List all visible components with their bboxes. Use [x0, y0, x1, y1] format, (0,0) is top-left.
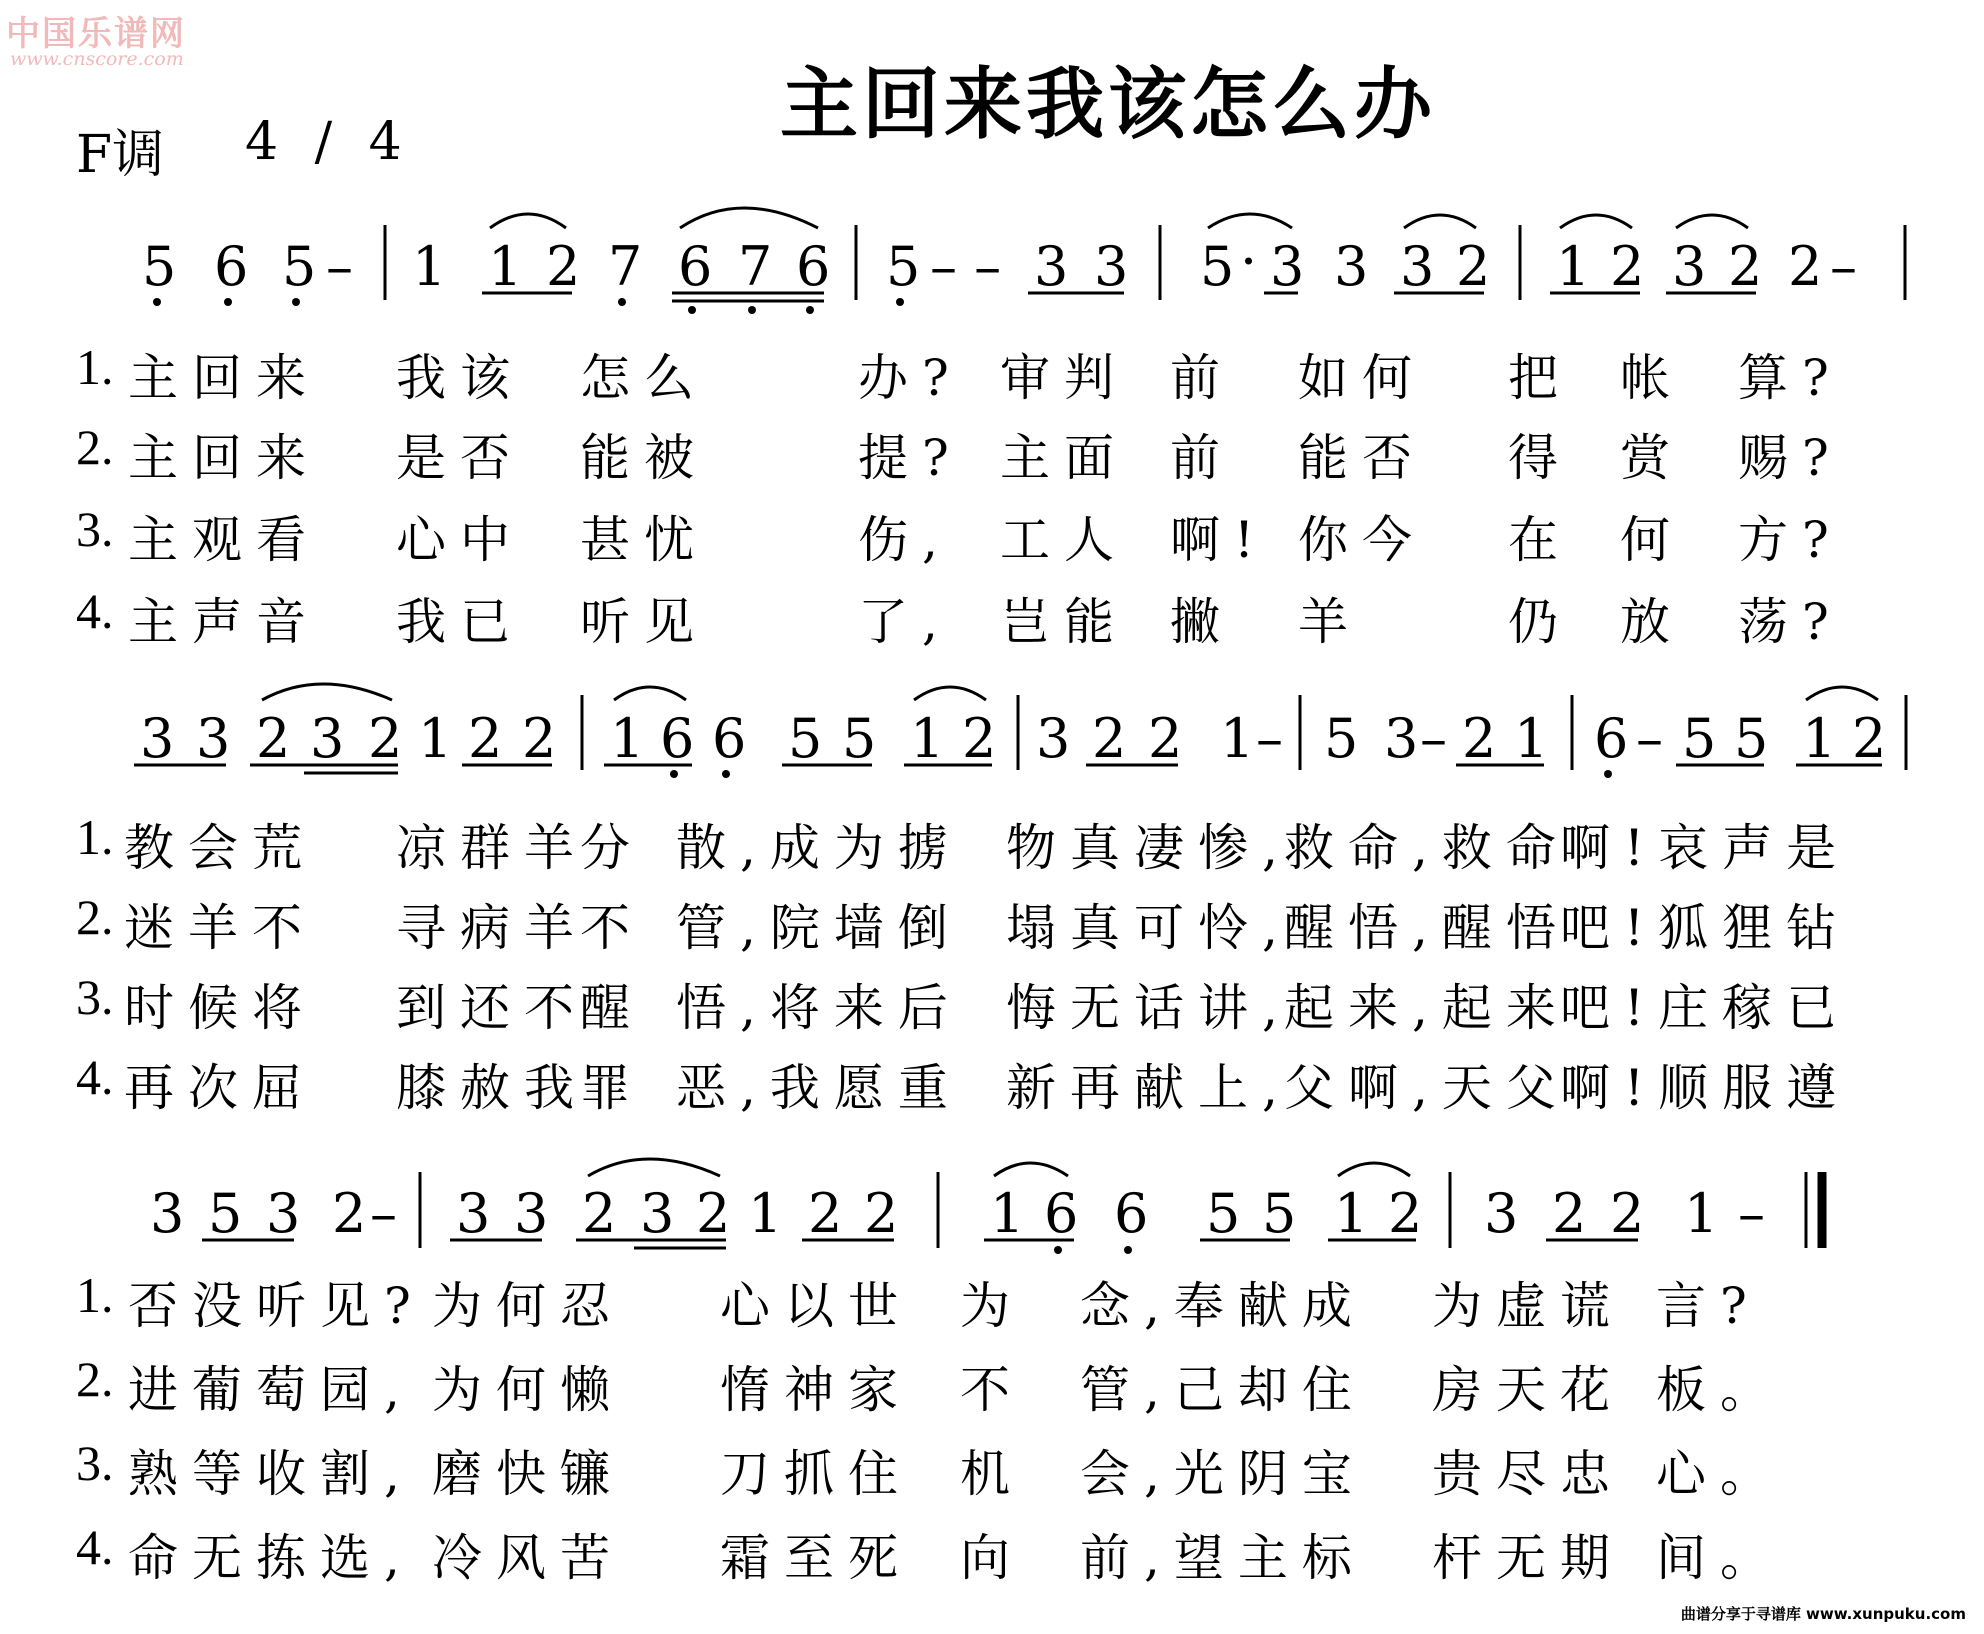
lyric-line-system1-verse2: [0, 418, 1984, 487]
svg-text:–: –: [1256, 707, 1283, 770]
verse-number: 4.: [76, 583, 114, 639]
svg-text:1: 1: [990, 1182, 1025, 1245]
verse-number: 2.: [76, 419, 114, 475]
lyric-segment: 吧!狐狸钻: [1560, 899, 1851, 957]
svg-text:2: 2: [696, 1182, 731, 1245]
lyric-segment: 会,光阴宝: [1080, 1445, 1366, 1503]
lyric-segment: 寻病羊: [396, 899, 588, 957]
lyric-segment: 念,奉献成: [1080, 1277, 1366, 1335]
lyric-segment: 赐?: [1738, 429, 1843, 487]
lyric-segment: 主回来: [128, 349, 320, 407]
svg-text:3: 3: [1672, 235, 1707, 298]
lyric-segment: 房天花: [1432, 1361, 1624, 1419]
lyric-segment: 我已: [396, 593, 524, 651]
lyric-segment: 物真凄惨,: [1006, 819, 1292, 877]
lyric-line-system1-verse4: [0, 582, 1984, 651]
lyric-segment: 到还不: [396, 979, 588, 1037]
lyric-segment: 吧!庄稼已: [1560, 979, 1851, 1037]
lyric-segment: 醒悟,醒悟: [1284, 899, 1570, 957]
lyric-segment: 前: [1170, 349, 1234, 407]
lyric-line-system2-verse4: [0, 1048, 1984, 1117]
verse-number: 1.: [76, 1267, 114, 1323]
svg-text:5: 5: [1206, 1182, 1241, 1245]
lyric-segment: 撇: [1170, 593, 1234, 651]
lyric-segment: 前: [1170, 429, 1234, 487]
lyric-segment: 膝赦我: [396, 1059, 588, 1117]
lyric-segment: 在: [1508, 511, 1572, 569]
lyric-segment: 迷羊不: [124, 899, 316, 957]
verse-number: 3.: [76, 501, 114, 557]
lyric-segment: 起来,起来: [1284, 979, 1570, 1037]
svg-text:6: 6: [1594, 707, 1629, 770]
lyric-segment: 惰神家: [720, 1361, 912, 1419]
lyric-line-system1-verse3: [0, 500, 1984, 569]
lyric-segment: 悔无话讲,: [1006, 979, 1292, 1037]
svg-text:1: 1: [412, 235, 447, 298]
svg-text:6: 6: [712, 707, 747, 770]
lyric-segment: 主回来: [128, 429, 320, 487]
lyric-segment: 进葡萄园,: [128, 1361, 414, 1419]
svg-text:2: 2: [1148, 707, 1183, 770]
svg-text:2: 2: [1388, 1182, 1423, 1245]
svg-text:1: 1: [1334, 1182, 1369, 1245]
lyric-segment: 伤,: [858, 511, 952, 569]
svg-text:1: 1: [1556, 235, 1591, 298]
svg-text:5: 5: [1200, 235, 1235, 298]
lyric-segment: 救命,救命: [1284, 819, 1570, 877]
svg-text:1: 1: [1220, 707, 1255, 770]
svg-text:–: –: [326, 235, 353, 298]
lyric-segment: 把: [1508, 349, 1572, 407]
lyric-line-system3-verse2: [0, 1350, 1984, 1419]
lyric-segment: 我该: [396, 349, 524, 407]
verse-number: 4.: [76, 1049, 114, 1105]
verse-number: 3.: [76, 969, 114, 1025]
svg-text:2: 2: [1728, 235, 1763, 298]
lyric-segment: 赏: [1620, 429, 1684, 487]
svg-text:2: 2: [256, 707, 291, 770]
lyric-segment: 工人: [1000, 511, 1128, 569]
svg-text:3: 3: [456, 1182, 491, 1245]
verse-number: 3.: [76, 1435, 114, 1491]
lyric-segment: 磨快镰: [432, 1445, 624, 1503]
lyric-segment: 审判: [1000, 349, 1128, 407]
svg-text:2: 2: [1610, 1182, 1645, 1245]
lyric-segment: 冷风苦: [432, 1529, 624, 1587]
svg-text:3: 3: [150, 1182, 185, 1245]
svg-text:6: 6: [660, 707, 695, 770]
svg-text:6: 6: [796, 235, 831, 298]
svg-text:2: 2: [522, 707, 557, 770]
verse-number: 2.: [76, 889, 114, 945]
svg-text:1: 1: [1684, 1182, 1719, 1245]
lyric-segment: 你今: [1298, 511, 1426, 569]
lyric-segment: 了,: [858, 593, 952, 651]
svg-text:3: 3: [196, 707, 231, 770]
lyric-segment: 命无拣选,: [128, 1529, 414, 1587]
svg-text:– –: – –: [930, 235, 1002, 298]
lyric-segment: 帐: [1620, 349, 1684, 407]
lyric-segment: 啊!: [1170, 511, 1269, 569]
svg-text:2: 2: [1462, 707, 1497, 770]
svg-text:2: 2: [582, 1182, 617, 1245]
svg-text:5: 5: [1262, 1182, 1297, 1245]
lyric-segment: 仍: [1508, 593, 1572, 651]
lyric-segment: 否没听见?: [128, 1277, 425, 1335]
svg-text:5: 5: [282, 235, 317, 298]
svg-text:5: 5: [886, 235, 921, 298]
lyric-segment: 管,院墙倒: [676, 899, 962, 957]
svg-text:1: 1: [748, 1182, 783, 1245]
svg-text:1: 1: [418, 707, 453, 770]
svg-text:3: 3: [140, 707, 175, 770]
svg-text:3: 3: [514, 1182, 549, 1245]
svg-text:2: 2: [864, 1182, 899, 1245]
watermark-site-name: 中国乐谱网: [6, 14, 186, 54]
svg-text:3: 3: [1400, 235, 1435, 298]
lyric-segment: 为: [960, 1277, 1024, 1335]
svg-text:5: 5: [1734, 707, 1769, 770]
lyric-segment: 机: [960, 1445, 1024, 1503]
svg-text:2: 2: [1610, 235, 1645, 298]
svg-text:·: ·: [1240, 230, 1258, 293]
svg-text:7: 7: [608, 235, 643, 298]
svg-text:2: 2: [468, 707, 503, 770]
svg-text:–: –: [1830, 235, 1857, 298]
lyric-line-system2-verse3: [0, 968, 1984, 1037]
lyric-segment: 分: [580, 819, 644, 877]
lyric-segment: 岂能: [1000, 593, 1128, 651]
key-signature: F调: [76, 125, 165, 185]
svg-text:3: 3: [1036, 707, 1071, 770]
lyric-segment: 不: [580, 899, 644, 957]
svg-text:6: 6: [1044, 1182, 1079, 1245]
lyric-segment: 刀抓住: [720, 1445, 912, 1503]
svg-text:7: 7: [738, 235, 773, 298]
lyric-line-system2-verse2: [0, 888, 1984, 957]
lyric-segment: 办?: [858, 349, 963, 407]
lyric-segment: 板。: [1656, 1361, 1784, 1419]
lyric-segment: 不: [960, 1361, 1024, 1419]
system-1-notation: [142, 208, 1905, 314]
lyric-segment: 啊!顺服遵: [1560, 1059, 1851, 1117]
system-2-notation: [134, 684, 1906, 778]
lyric-segment: 霜至死: [720, 1529, 912, 1587]
lyric-segment: 怎么: [580, 349, 708, 407]
svg-text:2: 2: [808, 1182, 843, 1245]
lyric-segment: 能否: [1298, 429, 1426, 487]
lyric-segment: 方?: [1738, 511, 1843, 569]
lyric-segment: 放: [1620, 593, 1684, 651]
svg-text:3: 3: [310, 707, 345, 770]
lyric-segment: 向: [960, 1529, 1024, 1587]
lyric-segment: 醒: [580, 979, 644, 1037]
svg-text:2: 2: [332, 1182, 367, 1245]
svg-text:3: 3: [1034, 235, 1069, 298]
lyric-line-system1-verse1: [0, 338, 1984, 407]
song-title: 主回来我该怎么办: [780, 60, 1437, 150]
lyric-segment: 甚忧: [580, 511, 708, 569]
lyric-segment: 是否: [396, 429, 524, 487]
svg-text:1: 1: [1802, 707, 1837, 770]
svg-text:3: 3: [1334, 235, 1369, 298]
verse-number: 1.: [76, 339, 114, 395]
lyric-segment: 时候将: [124, 979, 316, 1037]
lyric-segment: 算?: [1738, 349, 1843, 407]
svg-text:5: 5: [1682, 707, 1717, 770]
lyric-segment: 为何忍: [432, 1277, 624, 1335]
svg-text:2: 2: [1552, 1182, 1587, 1245]
verse-number: 4.: [76, 1519, 114, 1575]
lyric-segment: 杆无期: [1432, 1529, 1624, 1587]
svg-text:3: 3: [1094, 235, 1129, 298]
lyric-segment: 罪: [580, 1059, 644, 1117]
footer-credit: 曲谱分享于寻谱库 www.xunpuku.com: [1680, 1605, 1966, 1623]
svg-text:3: 3: [1384, 707, 1419, 770]
svg-text:2: 2: [368, 707, 403, 770]
lyric-segment: 为虚谎: [1432, 1277, 1624, 1335]
lyric-segment: 能被: [580, 429, 708, 487]
svg-text:2: 2: [1092, 707, 1127, 770]
watermark-site-url: www.cnscore.com: [10, 48, 184, 70]
svg-text:6: 6: [1114, 1182, 1149, 1245]
svg-text:2: 2: [1456, 235, 1491, 298]
lyric-segment: 再次屈: [124, 1059, 316, 1117]
lyric-segment: 教会荒: [124, 819, 316, 877]
lyric-segment: 荡?: [1738, 593, 1843, 651]
lyric-segment: 悟,将来后: [676, 979, 962, 1037]
verse-number: 1.: [76, 809, 114, 865]
lyric-segment: 啊!哀声是: [1560, 819, 1851, 877]
lyric-line-system2-verse1: [0, 808, 1984, 877]
svg-text:1: 1: [610, 707, 645, 770]
svg-text:–: –: [370, 1182, 397, 1245]
svg-text:5: 5: [842, 707, 877, 770]
lyric-segment: 散,成为掳: [676, 819, 962, 877]
svg-text:2: 2: [546, 235, 581, 298]
verse-number: 2.: [76, 1351, 114, 1407]
svg-text:3: 3: [1270, 235, 1305, 298]
svg-text:3: 3: [1484, 1182, 1519, 1245]
svg-text:2: 2: [962, 707, 997, 770]
lyric-segment: 主观看: [128, 511, 320, 569]
lyric-segment: 为何懒: [432, 1361, 624, 1419]
svg-text:5: 5: [142, 235, 177, 298]
lyric-segment: 前,望主标: [1080, 1529, 1366, 1587]
svg-text:5: 5: [208, 1182, 243, 1245]
lyric-segment: 凉群羊: [396, 819, 588, 877]
svg-text:–: –: [1738, 1182, 1765, 1245]
lyric-segment: 言?: [1656, 1277, 1761, 1335]
svg-text:6: 6: [214, 235, 249, 298]
lyric-segment: 何: [1620, 511, 1684, 569]
lyric-segment: 主声音: [128, 593, 320, 651]
lyric-line-system3-verse1: [0, 1266, 1984, 1335]
svg-text:3: 3: [266, 1182, 301, 1245]
svg-text:1: 1: [910, 707, 945, 770]
svg-text:5: 5: [1324, 707, 1359, 770]
lyric-segment: 得: [1508, 429, 1572, 487]
svg-text:2: 2: [1852, 707, 1887, 770]
lyric-segment: 新再献上,: [1006, 1059, 1292, 1117]
lyric-segment: 提?: [858, 429, 963, 487]
svg-text:–: –: [1420, 707, 1447, 770]
system-3-notation: [150, 1159, 1822, 1254]
svg-text:2: 2: [1788, 235, 1823, 298]
lyric-segment: 主面: [1000, 429, 1128, 487]
lyric-line-system3-verse3: [0, 1434, 1984, 1503]
lyric-segment: 熟等收割,: [128, 1445, 414, 1503]
lyric-segment: 心中: [396, 511, 524, 569]
svg-text:3: 3: [640, 1182, 675, 1245]
time-signature: 4 / 4: [245, 112, 412, 172]
lyric-segment: 恶,我愿重: [676, 1059, 962, 1117]
lyric-segment: 塌真可怜,: [1006, 899, 1292, 957]
lyric-segment: 管,己却住: [1080, 1361, 1366, 1419]
lyric-segment: 心以世: [720, 1277, 912, 1335]
svg-text:5: 5: [788, 707, 823, 770]
lyric-segment: 父啊,天父: [1284, 1059, 1570, 1117]
lyric-segment: 间。: [1656, 1529, 1784, 1587]
svg-text:–: –: [1636, 707, 1663, 770]
lyric-segment: 听见: [580, 593, 708, 651]
svg-text:6: 6: [678, 235, 713, 298]
lyric-segment: 贵尽忠: [1432, 1445, 1624, 1503]
svg-text:1: 1: [488, 235, 523, 298]
lyric-line-system3-verse4: [0, 1518, 1984, 1587]
lyric-segment: 如何: [1298, 349, 1426, 407]
lyric-segment: 羊: [1298, 593, 1362, 651]
svg-text:1: 1: [1514, 707, 1549, 770]
lyric-segment: 心。: [1656, 1445, 1784, 1503]
